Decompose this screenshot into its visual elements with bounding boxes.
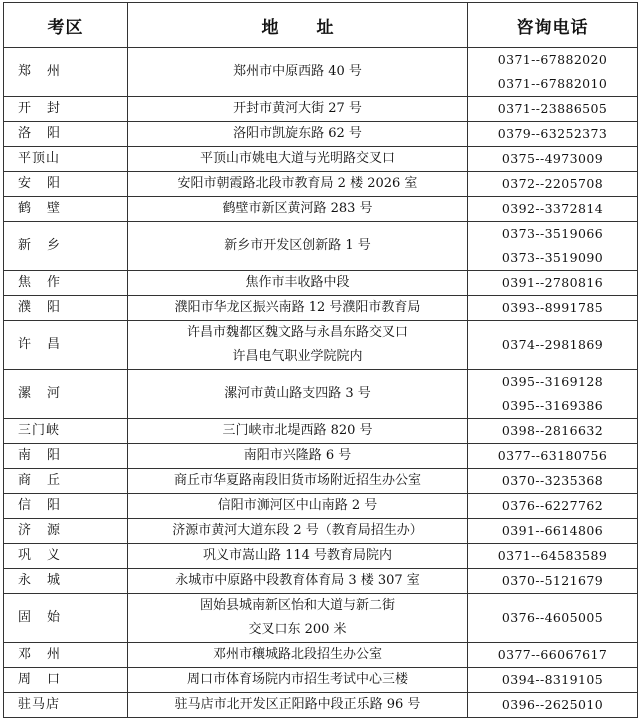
phone-number: 0371--23886505 [497,101,608,116]
phone-cell [468,494,638,519]
area-cell: 济源 [4,519,128,544]
area-cell: 新乡 [4,222,128,271]
table-row [4,693,638,718]
area-cell: 永城 [4,569,128,594]
phone-cell [468,519,638,544]
header-phone: 咨询电话 [468,3,638,48]
area-cell: 南阳 [4,444,128,469]
table-row [4,643,638,668]
area-cell: 开封 [4,97,128,122]
phone-cell [468,222,638,271]
phone-cell [468,48,638,97]
area-cell: 濮阳 [4,296,128,321]
area-cell: 平顶山 [4,147,128,172]
phone-number: 0375--4973009 [501,151,604,166]
phone-number: 0371--67882020 [497,52,608,67]
table-row [4,370,638,419]
phone-cell [468,668,638,693]
phone-number: 0373--3519066 [501,226,604,241]
area-cell: 商丘 [4,469,128,494]
address-cell [128,569,468,594]
phone-cell [468,370,638,419]
phone-number: 0374--2981869 [501,337,604,352]
address-line: 濮阳市华龙区振兴南路 12 号濮阳市教育局 [174,300,421,315]
phone-cell [468,97,638,122]
table-row [4,147,638,172]
phone-number: 0394--8319105 [501,672,604,687]
phone-number: 0377--63180756 [497,448,608,463]
phone-number: 0395--3169386 [501,398,604,413]
phone-cell [468,643,638,668]
table-row [4,321,638,370]
address-line: 信阳市浉河区中山南路 2 号 [217,498,378,513]
area-cell: 洛阳 [4,122,128,147]
table-row [4,444,638,469]
phone-number: 0393--8991785 [501,300,604,315]
phone-number: 0391--2780816 [501,275,604,290]
table-row [4,222,638,271]
address-cell [128,643,468,668]
table-row [4,519,638,544]
address-cell [128,444,468,469]
phone-number: 0391--6614806 [501,523,604,538]
address-line: 南阳市兴隆路 6 号 [243,448,352,463]
address-cell [128,544,468,569]
address-line: 洛阳市凯旋东路 62 号 [233,126,362,141]
address-cell [128,48,468,97]
phone-number: 0398--2816632 [501,423,604,438]
table-row [4,494,638,519]
header-area: 考区 [4,3,128,48]
table-row [4,197,638,222]
area-cell: 固始 [4,594,128,643]
address-cell [128,97,468,122]
address-line: 永城市中原路中段教育体育局 3 楼 307 室 [175,573,420,588]
address-cell [128,519,468,544]
exam-contact-table [3,2,638,718]
address-cell [128,668,468,693]
address-line: 漯河市黄山路支四路 3 号 [224,386,371,401]
address-line: 许昌市魏都区魏文路与永昌东路交叉口 [186,325,408,340]
address-line: 交叉口东 200 米 [248,622,347,637]
table-row [4,271,638,296]
table-row [4,97,638,122]
address-cell [128,172,468,197]
address-cell [128,419,468,444]
area-cell: 安阳 [4,172,128,197]
address-line: 商丘市华夏路南段旧货市场附近招生办公室 [173,473,421,488]
address-line: 驻马店市北开发区正阳路中段正乐路 96 号 [174,697,421,712]
address-line: 济源市黄河大道东段 2 号（教育局招生办） [172,523,423,538]
address-cell [128,594,468,643]
address-cell [128,469,468,494]
header-address: 地址 [128,3,468,48]
table-row [4,668,638,693]
phone-number: 0370--3235368 [501,473,604,488]
table-row [4,48,638,97]
header-row [4,3,638,48]
address-line: 周口市体育场院内市招生考试中心三楼 [186,672,408,687]
area-cell: 漯河 [4,370,128,419]
phone-cell [468,172,638,197]
phone-number: 0392--3372814 [501,201,604,216]
phone-number: 0379--63252373 [497,126,608,141]
area-cell: 许昌 [4,321,128,370]
area-cell: 三门峡 [4,419,128,444]
table-row [4,469,638,494]
table-body [4,48,638,718]
address-line: 三门峡市北堤西路 820 号 [222,423,373,438]
address-cell [128,370,468,419]
address-line: 许昌电气职业学院院内 [232,349,363,364]
phone-cell [468,569,638,594]
address-cell [128,197,468,222]
address-cell [128,147,468,172]
area-cell: 鹤壁 [4,197,128,222]
address-line: 平顶山市姚电大道与光明路交叉口 [199,151,395,166]
phone-cell [468,197,638,222]
phone-number: 0376--6227762 [501,498,604,513]
address-line: 郑州市中原西路 40 号 [233,64,362,79]
area-cell: 郑州 [4,48,128,97]
area-cell: 巩义 [4,544,128,569]
address-line: 新乡市开发区创新路 1 号 [224,238,371,253]
address-cell [128,296,468,321]
address-line: 邓州市穰城路北段招生办公室 [212,647,382,662]
table-row [4,122,638,147]
area-cell: 驻马店 [4,693,128,718]
phone-cell [468,444,638,469]
phone-number: 0377--66067617 [497,647,608,662]
address-cell [128,122,468,147]
table-row [4,296,638,321]
phone-number: 0372--2205708 [501,176,604,191]
phone-cell [468,544,638,569]
phone-cell [468,296,638,321]
address-cell [128,222,468,271]
table-row [4,594,638,643]
phone-number: 0371--64583589 [497,548,608,563]
phone-cell [468,147,638,172]
phone-cell [468,122,638,147]
table-row [4,419,638,444]
phone-cell [468,419,638,444]
area-cell: 周口 [4,668,128,693]
table-row [4,172,638,197]
phone-number: 0395--3169128 [501,374,604,389]
area-cell: 信阳 [4,494,128,519]
address-line: 固始县城南新区怡和大道与新二街 [199,598,395,613]
area-cell: 邓州 [4,643,128,668]
phone-number: 0396--2625010 [501,697,604,712]
phone-cell [468,271,638,296]
phone-cell [468,693,638,718]
address-line: 开封市黄河大街 27 号 [233,101,362,116]
phone-number: 0370--5121679 [501,573,604,588]
phone-cell [468,469,638,494]
address-line: 鹤壁市新区黄河路 283 号 [222,201,373,216]
address-cell [128,271,468,296]
phone-number: 0371--67882010 [497,76,608,91]
phone-cell [468,594,638,643]
address-cell [128,321,468,370]
address-line: 巩义市嵩山路 114 号教育局院内 [202,548,393,563]
phone-number: 0373--3519090 [501,250,604,265]
table-row [4,544,638,569]
table-row [4,569,638,594]
phone-cell [468,321,638,370]
address-line: 安阳市朝霞路北段市教育局 2 楼 2026 室 [177,176,418,191]
address-cell [128,494,468,519]
address-cell [128,693,468,718]
phone-number: 0376--4605005 [501,610,604,625]
area-cell: 焦作 [4,271,128,296]
address-line: 焦作市丰收路中段 [245,275,350,290]
